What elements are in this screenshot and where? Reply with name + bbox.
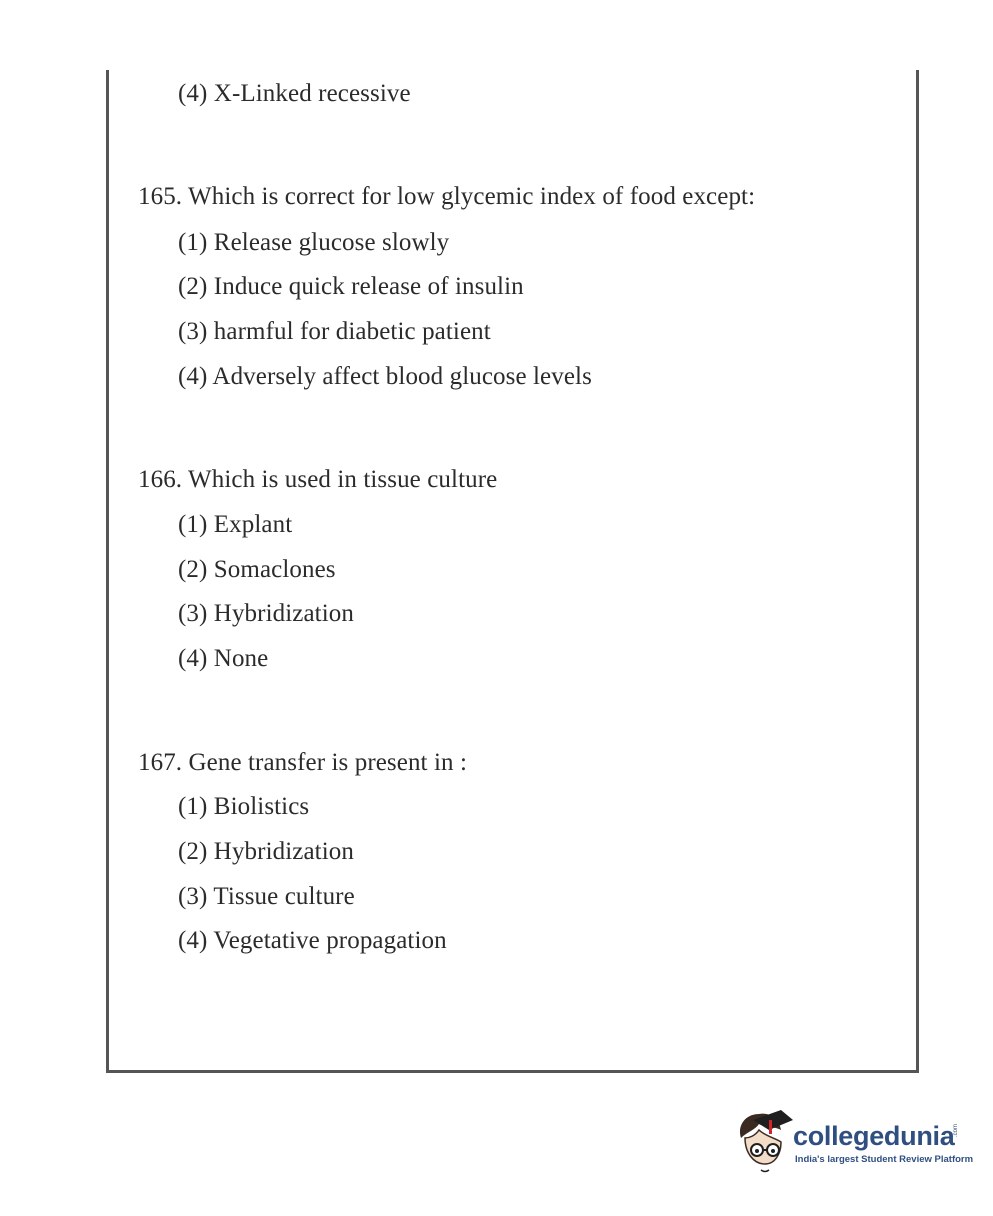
option-q166-1: (1) Explant <box>178 511 293 538</box>
student-mascot-icon <box>735 1108 795 1180</box>
question-165: 165. Which is correct for low glycemic index of food except: <box>138 183 756 210</box>
question-167: 167. Gene transfer is present in : <box>138 749 467 776</box>
option-q166-4: (4) None <box>178 645 269 672</box>
option-q165-2: (2) Induce quick release of insulin <box>178 273 524 300</box>
option-q167-1: (1) Biolistics <box>178 793 310 820</box>
option-q164-4: (4) X-Linked recessive <box>178 80 411 107</box>
option-q166-2: (2) Somaclones <box>178 556 336 583</box>
logo-wordmark: collegedunia <box>793 1121 955 1151</box>
option-q167-3: (3) Tissue culture <box>178 883 355 910</box>
option-q165-1: (1) Release glucose slowly <box>178 229 450 256</box>
question-166: 166. Which is used in tissue culture <box>138 466 498 493</box>
collegedunia-logo[interactable] <box>735 1108 974 1180</box>
option-q167-2: (2) Hybridization <box>178 838 354 865</box>
logo-tagline: India's largest Student Review Platform <box>795 1154 974 1165</box>
option-q167-4: (4) Vegetative propagation <box>178 927 447 954</box>
option-q166-3: (3) Hybridization <box>178 600 354 627</box>
logo-dotcom: .com <box>953 1124 959 1138</box>
option-q165-4: (4) Adversely affect blood glucose levels <box>178 363 592 390</box>
option-q165-3: (3) harmful for diabetic patient <box>178 318 491 345</box>
